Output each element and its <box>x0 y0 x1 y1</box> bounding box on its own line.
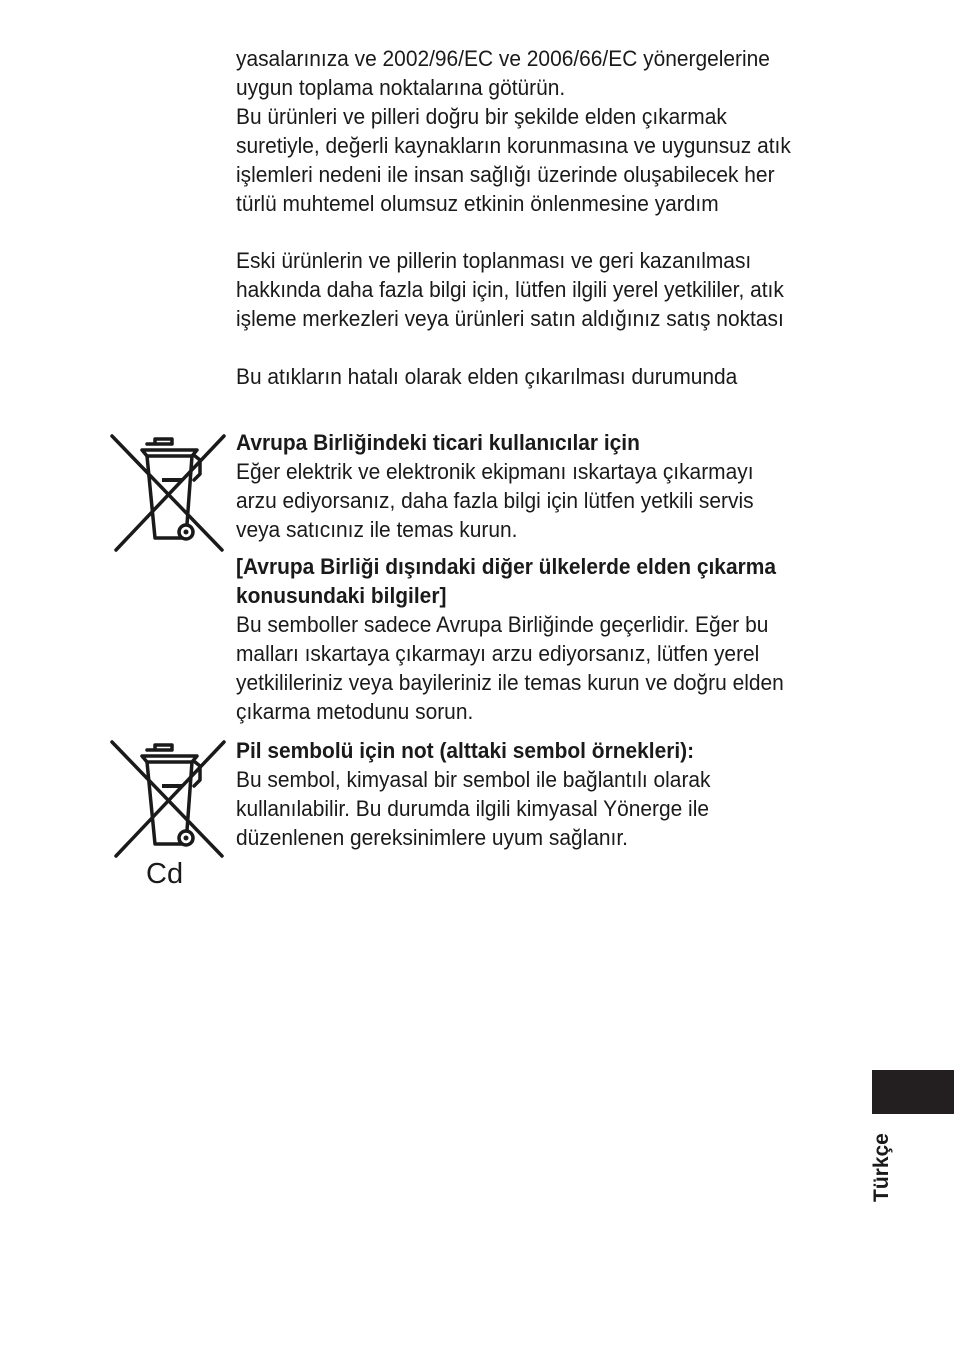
text-line: Eğer elektrik ve elektronik ekipmanı ıskartaya çıkarmayı <box>236 459 754 484</box>
text-line: hakkında daha fazla bilgi için, lütfen ilgili yerel yetkililer, atık <box>236 277 784 302</box>
intro-paragraph <box>236 44 831 218</box>
section-heading: konusundaki bilgiler] <box>236 583 447 608</box>
section-heading: [Avrupa Birliği dışındaki diğer ülkelerde elden çıkarma <box>236 554 776 579</box>
language-tab-marker <box>872 1070 954 1114</box>
section-heading: Pil sembolü için not (alttaki sembol örnekleri): <box>236 738 695 763</box>
crossed-out-wheelie-bin-icon <box>110 740 226 858</box>
text-line: çıkarma metodunu sorun. <box>236 699 474 724</box>
text-line: Bu ürünleri ve pilleri doğru bir şekilde elden çıkarmak <box>236 104 727 129</box>
chemical-symbol-label: Cd <box>146 858 184 890</box>
text-line: veya satıcınız ile temas kurun. <box>236 517 518 542</box>
collection-info-paragraph <box>236 246 831 333</box>
text-line: yasalarınıza ve 2002/96/EC ve 2006/66/EC yönergelerine <box>236 46 770 71</box>
text-line: Bu semboller sadece Avrupa Birliğinde geçerlidir. Eğer bu <box>236 612 769 637</box>
eu-business-users-section <box>236 428 831 544</box>
text-line: arzu ediyorsanız, daha fazla bilgi için lütfen yetkili servis <box>236 488 754 513</box>
language-tab-label: Türkçe <box>870 1133 893 1202</box>
text-line: malları ıskartaya çıkarmayı arzu ediyorsanız, lütfen yerel <box>236 641 760 666</box>
outside-eu-section <box>236 552 831 726</box>
text-line: türlü muhtemel olumsuz etkinin önlenmesine yardım <box>236 191 719 216</box>
text-line: kullanılabilir. Bu durumda ilgili kimyasal Yönerge ile <box>236 796 709 821</box>
text-line: Bu sembol, kimyasal bir sembol ile bağlantılı olarak <box>236 767 711 792</box>
text-line: uygun toplama noktalarına götürün. <box>236 75 566 100</box>
text-line: işlemleri nedeni ile insan sağlığı üzerinde oluşabilecek her <box>236 162 775 187</box>
crossed-out-wheelie-bin-icon <box>110 434 226 552</box>
text-line: suretiyle, değerli kaynakların korunmasına ve uygunsuz atık <box>236 133 791 158</box>
text-line: Bu atıkların hatalı olarak elden çıkarılması durumunda <box>236 364 738 389</box>
improper-disposal-paragraph <box>236 362 831 391</box>
section-heading: Avrupa Birliğindeki ticari kullanıcılar için <box>236 430 640 455</box>
text-line: yetkilileriniz veya bayileriniz ile temas kurun ve doğru elden <box>236 670 784 695</box>
text-line: Eski ürünlerin ve pillerin toplanması ve geri kazanılması <box>236 248 752 273</box>
text-line: işleme merkezleri veya ürünleri satın aldığınız satış noktası <box>236 306 784 331</box>
text-line: düzenlenen gereksinimlere uyum sağlanır. <box>236 825 628 850</box>
battery-symbol-note-section <box>236 736 831 852</box>
